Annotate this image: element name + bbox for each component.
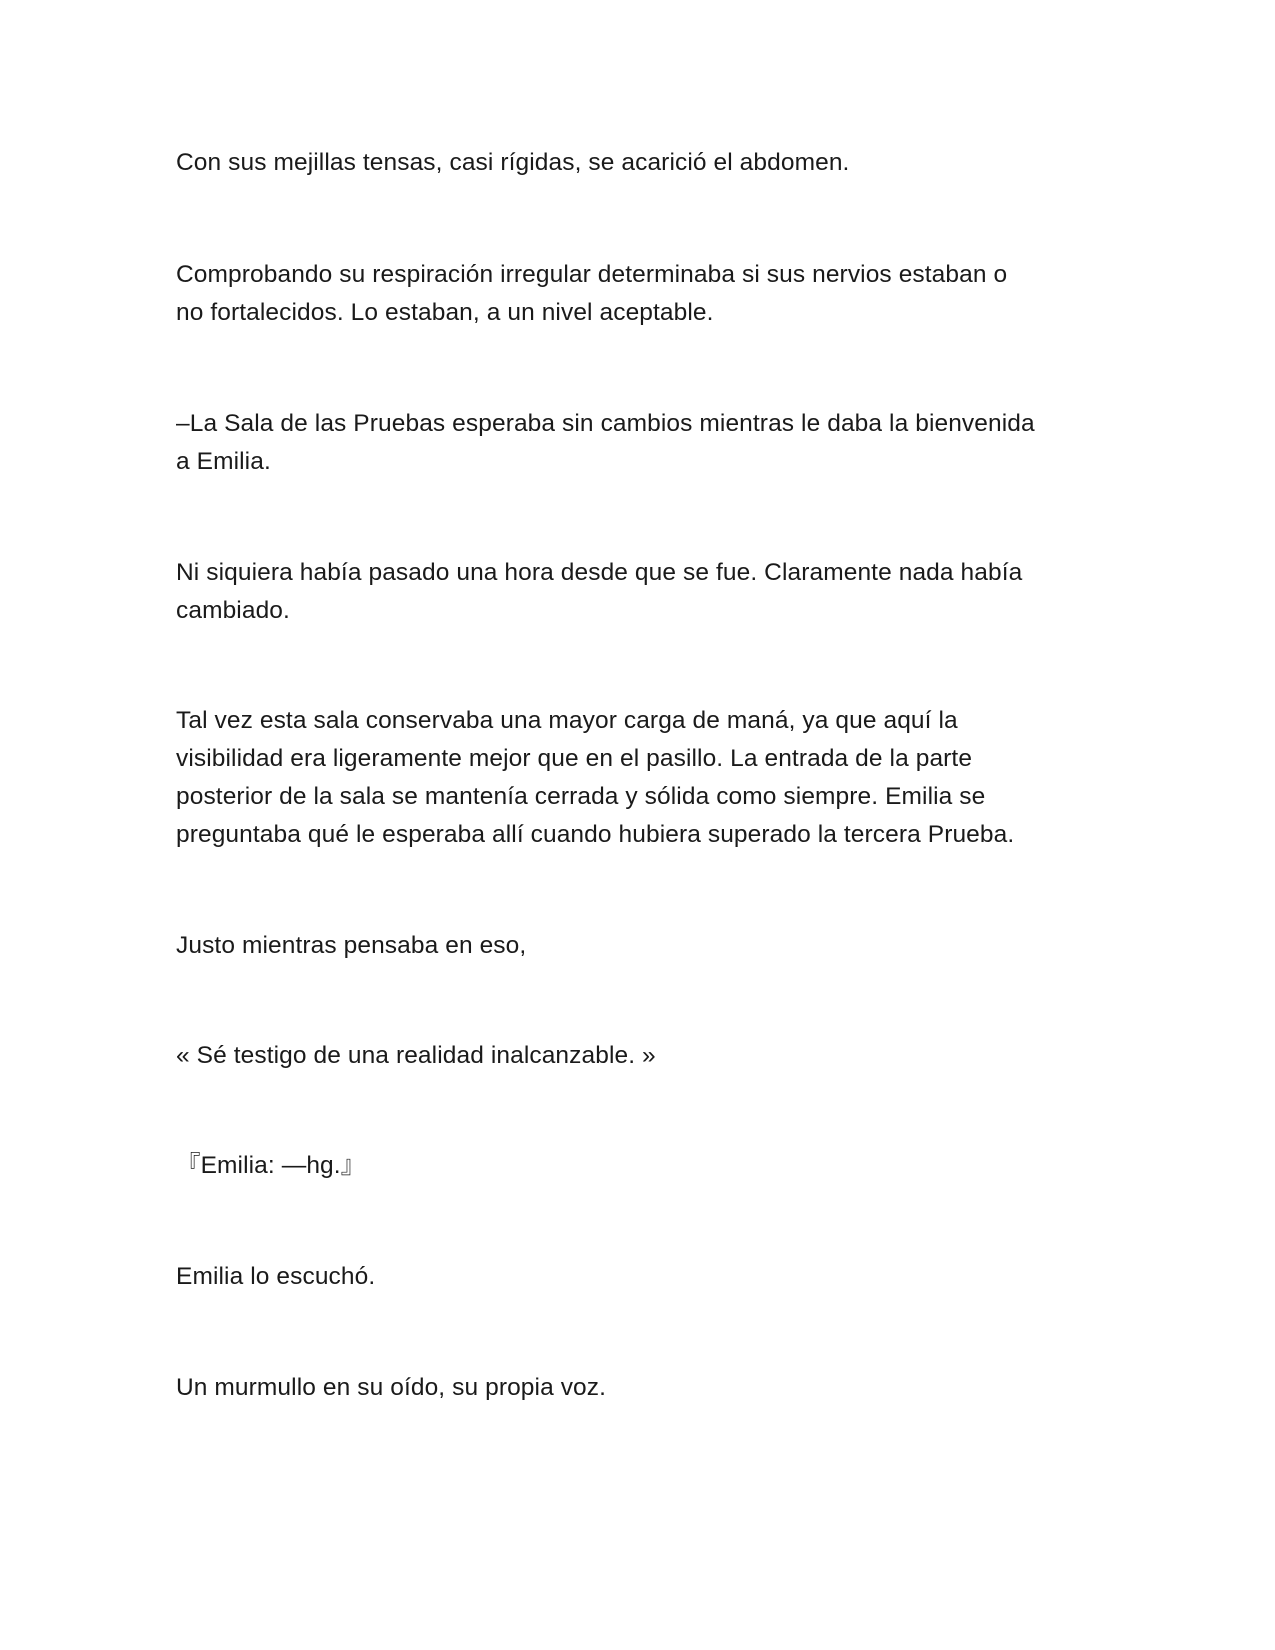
text-line: –La Sala de las Pruebas esperaba sin cambios mientras le daba la bienvenida xyxy=(176,410,1035,437)
text-line: visibilidad era ligeramente mejor que en el pasillo. La entrada de la parte xyxy=(176,745,973,772)
text-line: no fortalecidos. Lo estaban, a un nivel aceptable. xyxy=(176,299,714,326)
text-line: Con sus mejillas tensas, casi rígidas, se acarició el abdomen. xyxy=(176,149,850,176)
paragraph xyxy=(176,927,1096,965)
paragraph xyxy=(176,1147,1096,1185)
text-line: Comprobando su respiración irregular determinaba si sus nervios estaban o xyxy=(176,261,1008,288)
text-line: posterior de la sala se mantenía cerrada y sólida como siempre. Emilia se xyxy=(176,783,986,810)
text-line: preguntaba qué le esperaba allí cuando hubiera superado la tercera Prueba. xyxy=(176,821,1015,848)
paragraph xyxy=(176,554,1096,630)
paragraph xyxy=(176,1258,1096,1296)
text-line: Justo mientras pensaba en eso, xyxy=(176,932,527,959)
paragraph xyxy=(176,405,1096,481)
text-line: Un murmullo en su oído, su propia voz. xyxy=(176,1374,607,1401)
text-line: cambiado. xyxy=(176,597,290,624)
text-line: 『Emilia: —hg.』 xyxy=(176,1152,366,1179)
text-line: « Sé testigo de una realidad inalcanzable. » xyxy=(176,1042,656,1069)
paragraph xyxy=(176,256,1096,332)
text-line: Emilia lo escuchó. xyxy=(176,1263,376,1290)
text-line: a Emilia. xyxy=(176,448,271,475)
paragraph xyxy=(176,144,1096,182)
paragraph xyxy=(176,1369,1096,1407)
text-line: Tal vez esta sala conservaba una mayor carga de maná, ya que aquí la xyxy=(176,707,958,734)
paragraph xyxy=(176,1037,1096,1075)
paragraph xyxy=(176,702,1096,854)
text-line: Ni siquiera había pasado una hora desde que se fue. Claramente nada había xyxy=(176,559,1023,586)
